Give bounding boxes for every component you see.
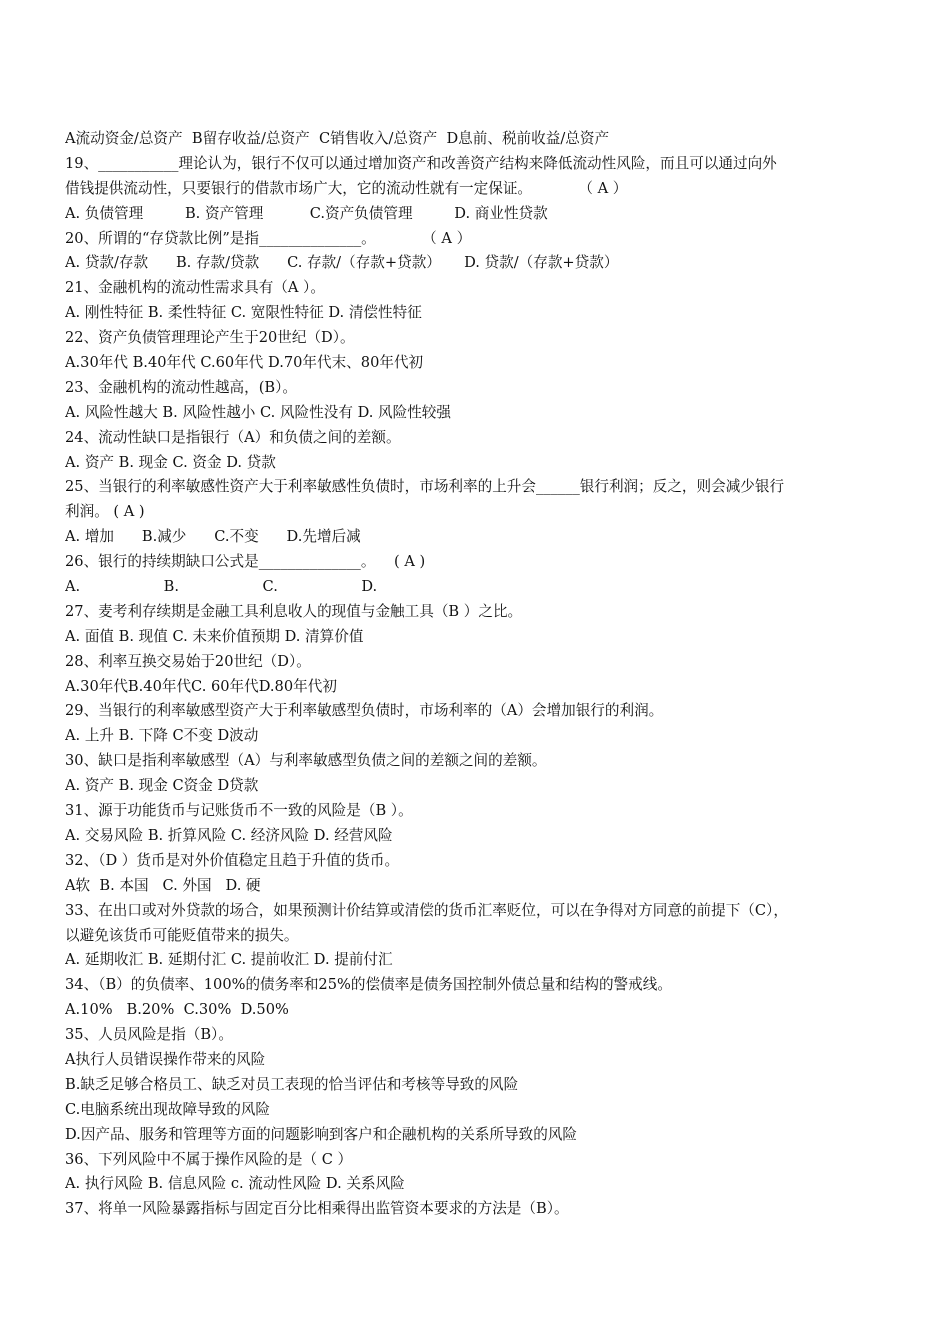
- question-24: 24、流动性缺口是指银行（A）和负债之间的差额。: [65, 428, 401, 446]
- question-32: 32、（D ）货币是对外价值稳定且趋于升值的货币。: [65, 851, 400, 869]
- question-25: 25、当银行的利率敏感性资产大于利率敏感性负债时，市场利率的上升会______银行利润；反之，则会减少银行: [65, 478, 785, 496]
- question-37: 37、将单一风险暴露指标与固定百分比相乘得出监管资本要求的方法是（B）。: [65, 1200, 569, 1218]
- question-29: 29、当银行的利率敏感型资产大于利率敏感型负债时，市场利率的（A）会增加银行的利润。: [65, 702, 664, 720]
- option-35-a: A执行人员错误操作带来的风险: [65, 1050, 266, 1068]
- text-line-3: 借钱提供流动性，只要银行的借款市场广大，它的流动性就有一定保证。 （ A ）: [65, 179, 628, 197]
- option-35-c: C.电脑系统出现故障导致的风险: [65, 1100, 271, 1118]
- options-34: A.10% B.20% C.30% D.50%: [65, 1001, 289, 1019]
- options-22: A.30年代 B.40年代 C.60年代 D.70年代末、80年代初: [65, 354, 424, 372]
- question-31: 31、源于功能货币与记账货币不一致的风险是（B ）。: [65, 802, 413, 820]
- question-26: 26、银行的持续期缺口公式是______________。 ( A ): [65, 553, 426, 571]
- options-27: A. 面值 B. 现值 C. 未来价值预期 D. 清算价值: [65, 627, 364, 645]
- options-32: A软 B. 本国 C. 外国 D. 硬: [65, 876, 261, 894]
- options-33: A. 延期收汇 B. 延期付汇 C. 提前收汇 D. 提前付汇: [65, 951, 393, 969]
- option-35-d: D.因产品、服务和管理等方面的问题影响到客户和企融机构的关系所导致的风险: [65, 1125, 578, 1143]
- question-27: 27、麦考利存续期是金融工具利息收人的现值与金触工具（B ）之比。: [65, 602, 523, 620]
- options-21: A. 刚性特征 B. 柔性特征 C. 宽限性特征 D. 清偿性特征: [65, 304, 422, 322]
- options-31: A. 交易风险 B. 折算风险 C. 经济风险 D. 经营风险: [65, 826, 393, 844]
- options-25: A. 增加 B.减少 C.不变 D.先增后减: [65, 528, 361, 546]
- options-19: A. 负债管理 B. 资产管理 C.资产负债管理 D. 商业性贷款: [65, 204, 548, 222]
- question-36: 36、下列风险中不属于操作风险的是（ C ）: [65, 1150, 353, 1168]
- text-line-1: A流动资金/总资产 B留存收益/总资产 C销售收入/总资产 D息前、税前收益/总资产: [65, 130, 610, 147]
- option-35-b: B.缺乏足够合格员工、缺乏对员工表现的恰当评估和考核等导致的风险: [65, 1075, 519, 1093]
- question-34: 34、（B）的负债率、100%的债务率和25%的偿债率是债务国控制外债总量和结构的警戒线。: [65, 976, 672, 994]
- options-24: A. 资产 B. 现金 C. 资金 D. 贷款: [65, 453, 276, 471]
- options-30: A. 资产 B. 现金 C资金 D贷款: [65, 777, 259, 795]
- question-33: 33、在出口或对外贷款的场合，如果预测计价结算或清偿的货币汇率贬位，可以在争得对方同意的前提下（C），: [65, 901, 788, 919]
- question-28: 28、利率互换交易始于20世纪（D）。: [65, 652, 311, 670]
- question-35: 35、人员风险是指（B）。: [65, 1026, 233, 1044]
- question-20: 20、所谓的“存贷款比例”是指______________。 （ A ）: [65, 229, 472, 247]
- text-line-33: 以避免该货币可能贬值带来的损失。: [65, 926, 299, 944]
- question-22: 22、资产负债管理理论产生于20世纪（D）。: [65, 329, 355, 347]
- options-28: A.30年代B.40年代C. 60年代D.80年代初: [65, 677, 337, 695]
- options-23: A. 风险性越大 B. 风险性越小 C. 风险性没有 D. 风险性较强: [65, 403, 451, 421]
- options-29: A. 上升 B. 下降 C不变 D波动: [65, 727, 259, 745]
- options-26: A. B. C. D.: [65, 578, 378, 596]
- question-21: 21、金融机构的流动性需求具有（A ）。: [65, 279, 325, 297]
- text-line-16: 利润。 ( A ): [65, 503, 145, 521]
- question-19: 19、___________理论认为，银行不仅可以通过增加资产和改善资产结构来降低流动性风险，而且可以通过向外: [65, 154, 777, 172]
- options-36: A. 执行风险 B. 信息风险 c. 流动性风险 D. 关系风险: [65, 1175, 405, 1193]
- question-30: 30、缺口是指利率敏感型（A）与利率敏感型负债之间的差额之间的差额。: [65, 752, 547, 770]
- options-20: A. 贷款/存款 B. 存款/贷款 C. 存款/（存款+贷款） D. 贷款/（存款+贷款）: [65, 254, 619, 272]
- question-23: 23、金融机构的流动性越高，(B）。: [65, 378, 298, 396]
